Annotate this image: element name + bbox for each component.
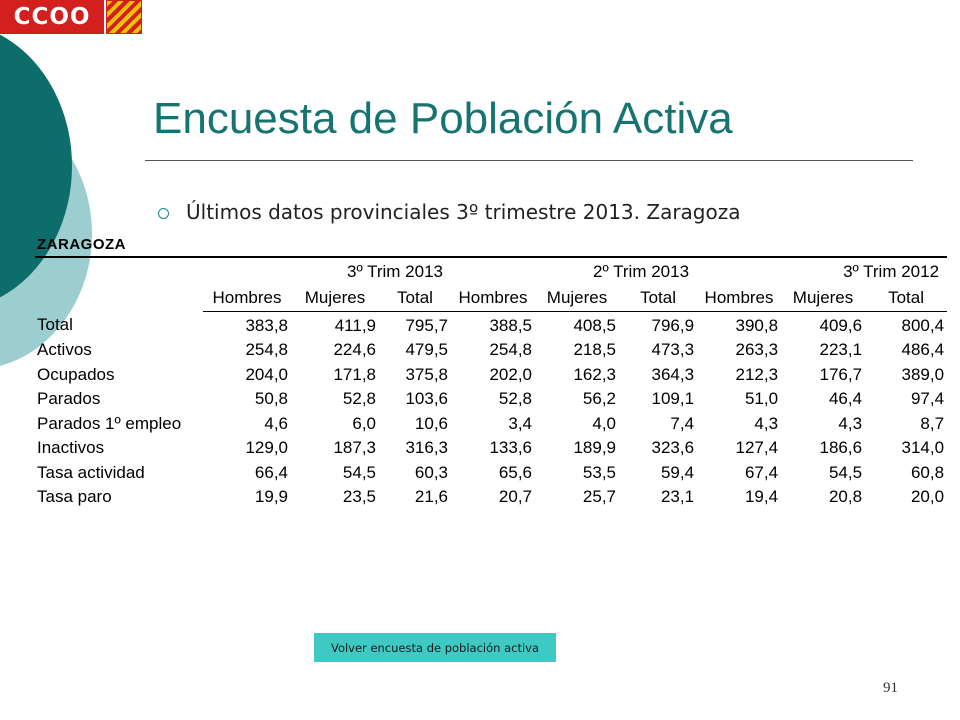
- header-blank: [35, 260, 203, 285]
- column-header: Mujeres: [781, 285, 865, 312]
- table-row: [35, 338, 947, 363]
- column-header: Hombres: [697, 285, 781, 312]
- table-group-header-row: [35, 260, 947, 285]
- table-cell: 20,0: [910, 487, 945, 506]
- row-label: Parados 1º empleo: [37, 413, 182, 433]
- table-cell: 383,8: [245, 315, 288, 335]
- table-cell: 795,7: [405, 315, 449, 335]
- row-label: Inactivos: [37, 438, 105, 457]
- table-cell: 486,4: [901, 340, 945, 359]
- table-cell: 4,3: [838, 413, 863, 433]
- back-to-epa-button[interactable]: Volver encuesta de población activa: [314, 633, 556, 662]
- table-cell: 223,1: [819, 340, 863, 359]
- table-cell: 323,6: [651, 438, 695, 457]
- logo-box: [0, 0, 104, 34]
- table-cell: 224,6: [333, 340, 376, 359]
- row-label: Ocupados: [37, 364, 115, 384]
- row-label: Total: [37, 315, 73, 335]
- table-cell: 8,7: [920, 413, 945, 433]
- table-cell: 54,5: [828, 462, 863, 482]
- table-row: [35, 485, 947, 510]
- table-cell: 473,3: [651, 340, 695, 359]
- group-header: 3º Trim 2012: [843, 262, 940, 282]
- table-cell: 390,8: [735, 315, 779, 335]
- table-cell: 254,8: [489, 340, 533, 359]
- table-cell: 316,3: [405, 438, 449, 457]
- table-cell: 800,4: [901, 315, 945, 335]
- table-cell: 51,0: [744, 389, 779, 408]
- table-cell: 4,0: [592, 413, 617, 433]
- table-cell: 20,7: [498, 487, 533, 506]
- column-header: Mujeres: [291, 285, 379, 312]
- table-cell: 10,6: [414, 413, 449, 433]
- table-row: [35, 363, 947, 388]
- table-cell: 186,6: [819, 438, 863, 457]
- table-cell: 6,0: [352, 413, 376, 433]
- group-header: 2º Trim 2013: [593, 262, 690, 282]
- bullet-item: [158, 200, 740, 224]
- epa-data-table: [35, 260, 947, 510]
- table-cell: 314,0: [901, 438, 945, 457]
- region-label: ZARAGOZA: [37, 236, 126, 253]
- table-body: [35, 311, 947, 510]
- table-cell: 3,4: [508, 413, 533, 433]
- table-cell: 202,0: [489, 364, 533, 384]
- table-cell: 7,4: [670, 413, 695, 433]
- table-cell: 129,0: [245, 438, 288, 457]
- table-cell: 65,6: [498, 462, 533, 482]
- table-cell: 411,9: [334, 315, 376, 335]
- table-row: [35, 461, 947, 486]
- table-cell: 162,3: [573, 364, 617, 384]
- table-cell: 176,7: [819, 364, 863, 384]
- table-cell: 23,5: [342, 487, 376, 506]
- table-cell: 171,8: [333, 364, 376, 384]
- title-divider: [145, 160, 913, 161]
- table-cell: 21,6: [414, 487, 449, 506]
- ccoo-logo: [0, 0, 142, 34]
- table-cell: 60,3: [414, 462, 449, 482]
- page-number: 91: [883, 680, 898, 696]
- table-cell: 408,5: [573, 315, 617, 335]
- table-cell: 19,4: [744, 487, 779, 506]
- table-cell: 364,3: [651, 364, 695, 384]
- table-cell: 67,4: [744, 462, 779, 482]
- table-cell: 50,8: [254, 389, 288, 408]
- table-cell: 52,8: [342, 389, 376, 408]
- table-cell: 218,5: [573, 340, 617, 359]
- table-cell: 4,6: [264, 413, 288, 433]
- table-cell: 796,9: [651, 315, 695, 335]
- table-cell: 389,0: [901, 364, 945, 384]
- table-cell: 54,5: [342, 462, 376, 482]
- table-column-header-row: [35, 285, 947, 312]
- group-header: 3º Trim 2013: [347, 262, 444, 282]
- row-label: Parados: [37, 389, 101, 408]
- table-cell: 254,8: [245, 340, 288, 359]
- table-cell: 52,8: [498, 389, 533, 408]
- table-row: [35, 412, 947, 437]
- circle-bullet-icon: [158, 208, 169, 219]
- logo-text: CCOO: [13, 4, 91, 30]
- column-header: Total: [379, 285, 451, 312]
- table-cell: 4,3: [754, 413, 779, 433]
- column-header: Hombres: [451, 285, 535, 312]
- table-row: [35, 436, 947, 461]
- region-divider: [35, 256, 947, 258]
- slide-title: Encuesta de Población Activa: [153, 94, 733, 143]
- row-label: Tasa paro: [37, 487, 112, 506]
- bullet-text: Últimos datos provinciales 3º trimestre 2013. Zaragoza: [186, 200, 741, 224]
- table-cell: 187,3: [333, 438, 376, 457]
- column-header: Total: [619, 285, 697, 312]
- column-header: Mujeres: [535, 285, 619, 312]
- table-cell: 60,8: [910, 462, 945, 482]
- aragon-flag-icon: [106, 0, 142, 34]
- table-cell: 97,4: [910, 389, 945, 408]
- table-cell: 479,5: [405, 340, 449, 359]
- table-row: [35, 311, 947, 338]
- table-cell: 133,6: [489, 438, 533, 457]
- table-cell: 46,4: [828, 389, 863, 408]
- header-blank: [35, 285, 203, 312]
- table-cell: 127,4: [735, 438, 779, 457]
- table-cell: 388,5: [489, 315, 533, 335]
- table-cell: 59,4: [660, 462, 695, 482]
- table-cell: 409,6: [819, 315, 863, 335]
- table-cell: 103,6: [405, 389, 449, 408]
- table-cell: 25,7: [582, 487, 617, 506]
- row-label: Activos: [37, 340, 92, 359]
- table-cell: 66,4: [254, 462, 288, 482]
- table-cell: 23,1: [660, 487, 695, 506]
- column-header: Hombres: [203, 285, 291, 312]
- row-label: Tasa actividad: [37, 462, 145, 482]
- table-cell: 263,3: [735, 340, 779, 359]
- table-cell: 19,9: [254, 487, 288, 506]
- table-cell: 212,3: [735, 364, 779, 384]
- table-cell: 204,0: [245, 364, 288, 384]
- table-row: [35, 387, 947, 412]
- table-cell: 189,9: [573, 438, 617, 457]
- table-cell: 53,5: [582, 462, 617, 482]
- table-cell: 20,8: [828, 487, 863, 506]
- table-cell: 109,1: [651, 389, 695, 408]
- table-cell: 56,2: [582, 389, 617, 408]
- table-cell: 375,8: [405, 364, 449, 384]
- column-header: Total: [865, 285, 947, 312]
